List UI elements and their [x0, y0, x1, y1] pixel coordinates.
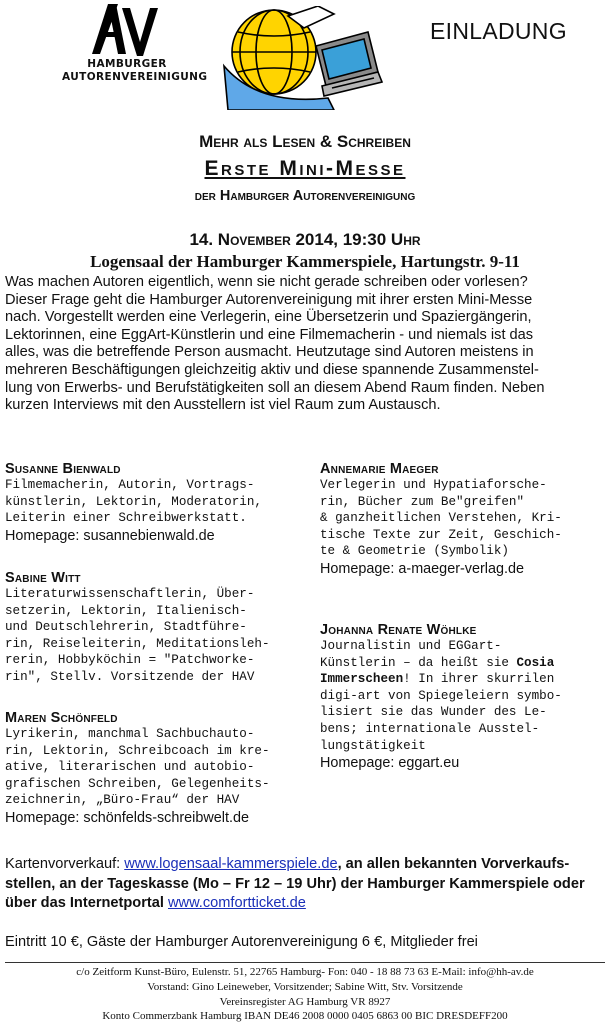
ticket-info	[5, 855, 605, 914]
exhibitor-homepage: Homepage: schönfelds-schreibwelt.de	[5, 809, 249, 826]
footer-bank: Konto Commerzbank Hamburg IBAN DE46 2008 0000 0405 6863 00 BIC DRESDEFF200	[102, 1010, 508, 1022]
exhibitor-name: Maren Schönfeld	[5, 710, 118, 726]
exhibitor-witt	[5, 570, 305, 686]
ticket-line-3	[5, 894, 605, 914]
intro-line: kurzen Interviews mit den Ausstellern ist viel Raum zum Austausch.	[5, 397, 441, 414]
logo	[62, 2, 208, 88]
invitation-heading: EINLADUNG	[430, 18, 567, 44]
exhibitor-description: Lyrikerin, manchmal Sachbuchauto- rin, Lektorin, Schreibcoach im kre- ative, literarischen und autobio- grafischen Schreiben, Gelegenheits- zeichnerin, „Büro-Frau“ der HAV	[5, 727, 270, 808]
exhibitor-bienwald	[5, 461, 305, 545]
intro-line: mehreren Beschäftigungen gleichzeitig aktiv und diese spannende Zusammenstel-	[5, 361, 539, 378]
desc-part: ! In ihrer skurrilen digi-art von Spiegeleiern symbo- lisiert sie das Wunder des Le- bens; internationale Ausstel- lungstätigkeit	[320, 672, 562, 753]
ticket-link-logensaal[interactable]: www.logensaal-kammerspiele.de	[124, 856, 338, 872]
exhibitor-maeger	[320, 461, 608, 578]
event-venue: Logensaal der Hamburger Kammerspiele, Hartungstr. 9-11	[90, 252, 520, 271]
logo-text-line1: HAMBURGER	[87, 58, 167, 70]
artist-name-part1: Cosia	[516, 655, 555, 670]
av-logo-mark	[86, 2, 166, 58]
exhibitor-name: Annemarie Maeger	[320, 461, 439, 477]
exhibitor-homepage: Homepage: a-maeger-verlag.de	[320, 560, 524, 577]
ticket-line-2: stellen, an der Tageskasse (Mo – Fr 12 – 19 Uhr) der Hamburger Kammerspiele oder	[5, 875, 585, 892]
intro-line: alles, was die betreffende Person ausmacht. Heutzutage sind Autoren meistens in	[5, 344, 534, 361]
ticket-link-comfortticket[interactable]: www.comfortticket.de	[168, 895, 306, 912]
entry-fee: Eintritt 10 €, Gäste der Hamburger Autorenvereinigung 6 €, Mitglieder frei	[5, 934, 478, 950]
exhibitor-name: Johanna Renate Wöhlke	[320, 622, 477, 638]
exhibitor-description: Verlegerin und Hypatiaforsche- rin, Bücher zum Be"greifen" & ganzheitlichen Verstehen, Kri- tische Texte zur Zeit, Geschich- te & Geometrie (Symbolik)	[320, 478, 562, 559]
intro-line: lung von Erwerbs- und Berufstätigkeiten soll an diesem Abend Raum finden. Neben	[5, 379, 545, 396]
exhibitor-description: Filmemacherin, Autorin, Vortrags- künstlerin, Lektorin, Moderatorin, Leiterin einer Schreibwerkstatt.	[5, 478, 262, 526]
ticket-label: Kartenvorverkauf:	[5, 856, 125, 872]
intro-paragraph	[5, 274, 605, 415]
exhibitor-homepage: Homepage: eggart.eu	[320, 755, 460, 772]
organizer-title: der Hamburger Autorenvereinigung	[194, 188, 416, 204]
main-title: Erste Mini-Messe	[204, 157, 406, 180]
artist-name-part2: Immerscheen	[320, 672, 404, 687]
exhibitor-woehlke	[320, 622, 608, 772]
intro-line: Dieser Frage geht die Hamburger Autorenvereinigung mit ihrer ersten Mini-Messe	[5, 291, 533, 308]
ticket-text: über das Internetportal	[5, 895, 168, 912]
ticket-text: , an allen bekannten Vorverkaufs-	[337, 856, 570, 872]
globe-computer-clipart	[218, 6, 384, 110]
desc-part: Journalistin und EGGart- Künstlerin – da heißt sie	[320, 639, 509, 670]
event-date: 14. November 2014, 19:30 Uhr	[189, 230, 421, 249]
ticket-line-1	[5, 855, 605, 875]
exhibitor-schoenfeld	[5, 710, 305, 827]
exhibitor-homepage: Homepage: susannebienwald.de	[5, 527, 215, 544]
title-subline: Mehr als Lesen & Schreiben	[199, 132, 411, 151]
footer-register: Vereinsregister AG Hamburg VR 8927	[219, 996, 391, 1008]
logo-text-line2: AUTORENVEREINIGUNG	[62, 71, 208, 83]
footer-address: c/o Zeitform Kunst-Büro, Eulenstr. 51, 22765 Hamburg- Fon: 040 - 18 88 73 63 E-Mail: info@hh-av.de	[76, 966, 534, 978]
exhibitor-name: Susanne Bienwald	[5, 461, 121, 477]
footer-board: Vorstand: Gino Leineweber, Vorsitzender; Sabine Witt, Stv. Vorsitzende	[147, 981, 463, 993]
intro-line: nach. Vorgestellt werden eine Verlegerin, eine Übersetzerin und Spaziergängerin,	[5, 309, 532, 326]
intro-line: Was machen Autoren eigentlich, wenn sie nicht gerade schreiben oder vorlesen?	[5, 274, 528, 290]
footer-divider	[5, 962, 605, 963]
exhibitor-description	[320, 638, 608, 754]
exhibitor-description: Literaturwissenschaftlerin, Über- setzerin, Lektorin, Italienisch- und Deutschlehrerin, Stadtführe- rin, Reiseleiterin, Meditationsleh- rerin, Hobbyköchin = "Patchworke- rin", Stellv. Vorsitzende der HAV	[5, 587, 270, 684]
exhibitor-name: Sabine Witt	[5, 570, 81, 586]
intro-line: Lektorinnen, eine EggArt-Künstlerin und eine Filmemacherin - und niemals ist das	[5, 326, 534, 343]
